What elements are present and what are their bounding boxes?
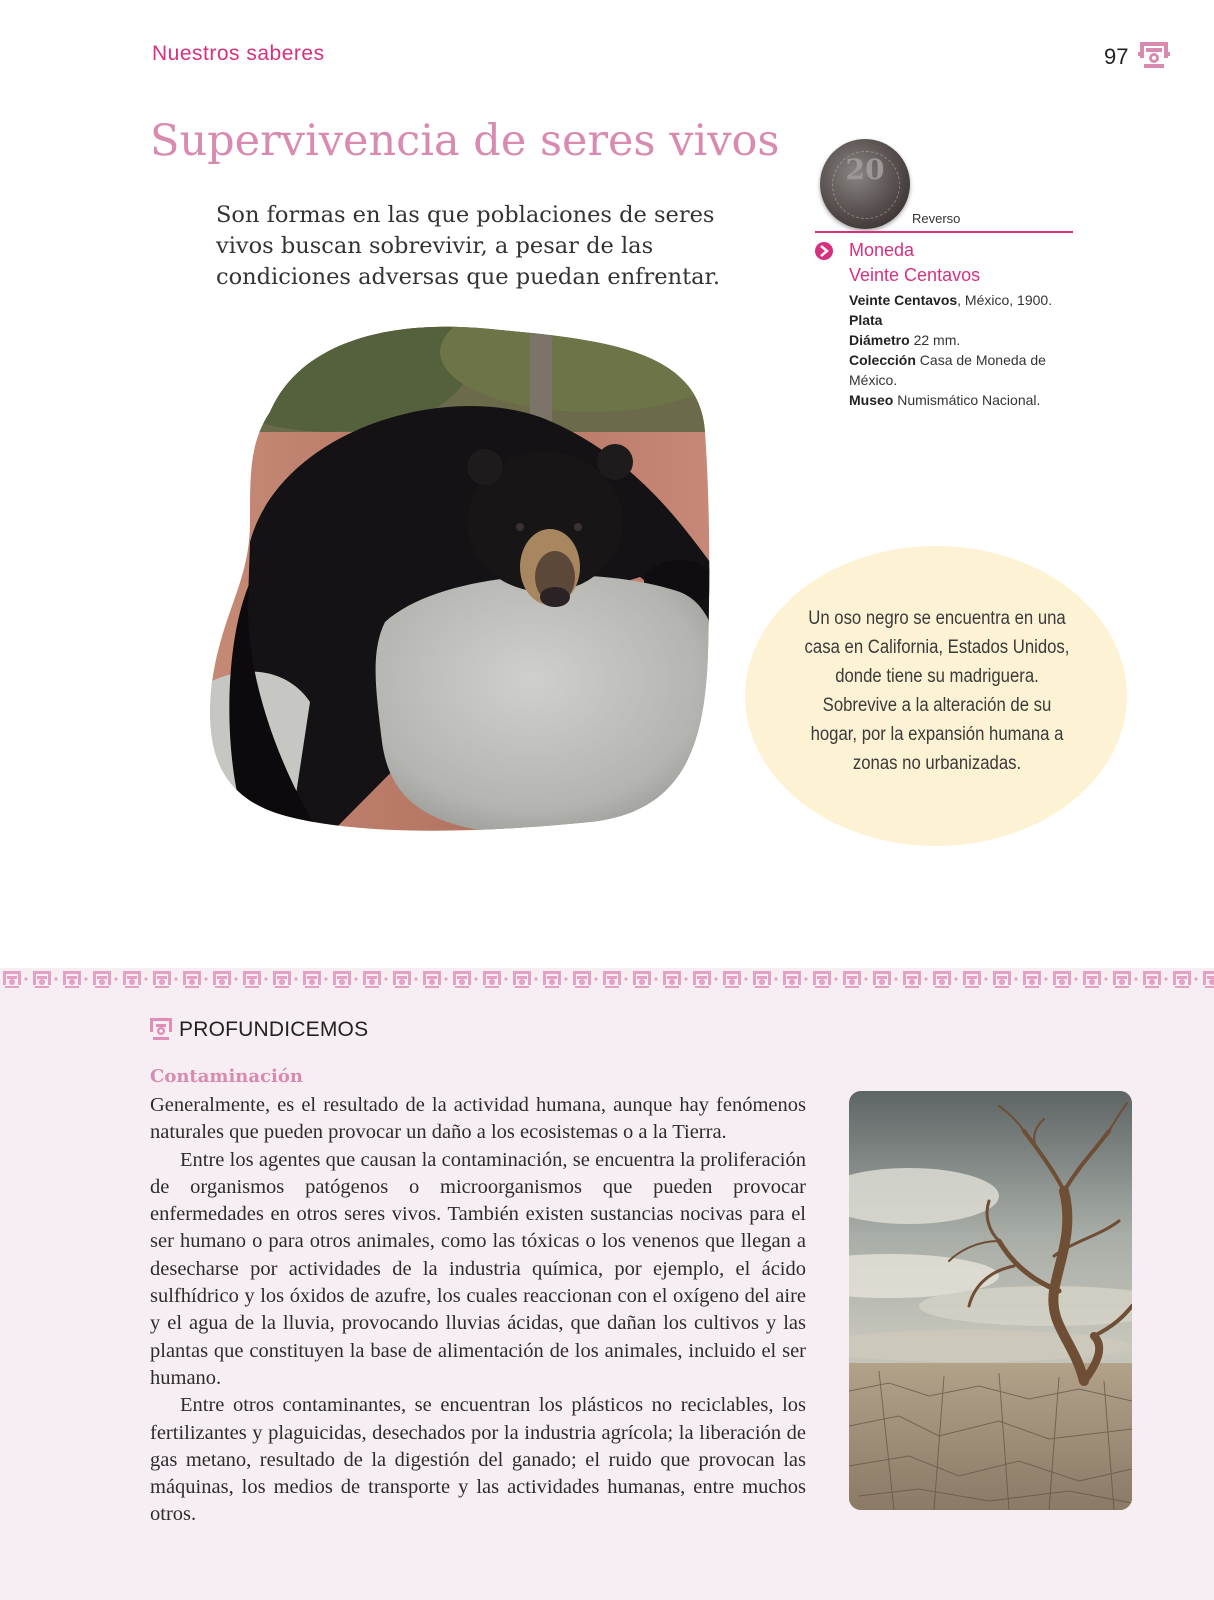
decorative-band bbox=[0, 966, 1214, 992]
body-text bbox=[150, 1092, 806, 1529]
spec-value: , México, 1900. bbox=[957, 292, 1053, 308]
intro-paragraph: Son formas en las que poblaciones de seres vivos buscan sobrevivir, a pesar de las condiciones adversas que puedan enfrentar. bbox=[216, 202, 720, 290]
paragraph: Entre otros contaminantes, se encuentran los plásticos no reciclables, los fertilizantes y plaguicidas, desechados por la industria agrícola; la liberación de gas metano, resultado de la digestión del ganado; el ruido que provocan las máquinas, los medios de transporte y las actividades humanas, entre muchos otros. bbox=[150, 1394, 806, 1526]
spec-label: Museo bbox=[849, 392, 894, 408]
coin-specs bbox=[849, 290, 1079, 410]
spec-label: Colección bbox=[849, 352, 916, 368]
spec-value: Numismático Nacional. bbox=[893, 392, 1041, 408]
coin-kind: Moneda bbox=[849, 240, 915, 260]
section-heading: PROFUNDICEMOS bbox=[179, 1018, 369, 1041]
paragraph: Entre los agentes que causan la contaminación, se encuentra la proliferación de organismos patógenos o microorganismos que pueden provocar enfermedades en otros seres vivos. También existen sustancias nocivas para el ser humano o para otros animales, como las tóxicas o los venenos que llegan a desecharse por actividades de la industria química, por ejemplo, el ácido sulfhídrico y los óxidos de azufre, los cuales reaccionan con el oxígeno del aire y el agua de la lluvia, provocando lluvias ácidas, que dañan los cultivos y las plantas que constituyen la base de alimentación de los animales, incluido el ser humano. bbox=[150, 1148, 806, 1389]
coin-image bbox=[820, 139, 910, 229]
section-label: Nuestros saberes bbox=[152, 42, 325, 65]
topic-title: Contaminación bbox=[150, 1066, 303, 1087]
coin-face-number: 20 bbox=[845, 153, 885, 186]
page-title: Supervivencia de seres vivos bbox=[150, 116, 780, 166]
chevron-right-icon bbox=[815, 242, 833, 260]
page-number: 97 bbox=[1104, 44, 1129, 69]
coin-name: Veinte Centavos bbox=[849, 265, 981, 285]
spec-label: Diámetro bbox=[849, 332, 910, 348]
spec-label: Veinte Centavos bbox=[849, 292, 958, 308]
dead-tree-photo bbox=[849, 1091, 1132, 1510]
spec-value: Casa de Moneda de México. bbox=[849, 352, 1046, 388]
divider bbox=[815, 231, 1073, 233]
coin-side-caption: Reverso bbox=[912, 211, 961, 226]
glyph-ornament-icon bbox=[1136, 38, 1172, 74]
spec-material: Plata bbox=[849, 312, 883, 328]
spec-value: 22 mm. bbox=[909, 332, 961, 348]
paragraph: Generalmente, es el resultado de la actividad humana, aunque hay fenómenos naturales que pueden provocar un daño a los ecosistemas o a la Tierra. bbox=[150, 1094, 806, 1144]
bear-photo bbox=[210, 322, 722, 834]
bear-caption: Un oso negro se encuentra en una casa en California, Estados Unidos, donde tiene su madriguera. Sobrevive a la alteración de su hogar, por la expansión humana a zonas no urbanizadas. bbox=[804, 608, 1070, 774]
glyph-ornament-icon bbox=[148, 1016, 174, 1042]
